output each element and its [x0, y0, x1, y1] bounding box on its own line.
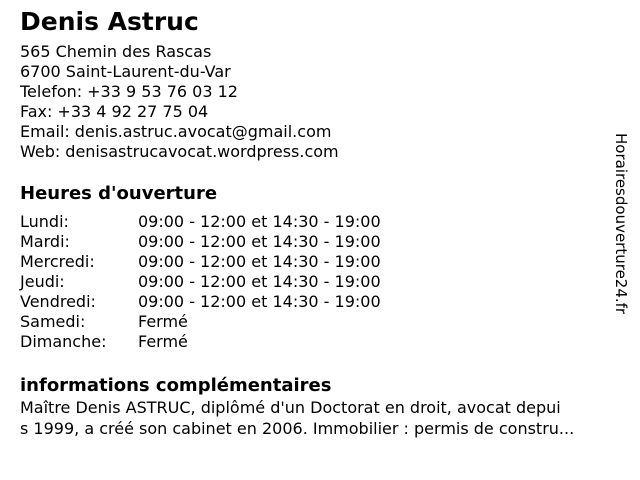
fax-value: +33 4 92 27 75 04	[57, 102, 209, 121]
opening-hours-row	[20, 332, 381, 352]
web-line	[20, 142, 339, 162]
day-hours: 09:00 - 12:00 et 14:30 - 19:00	[138, 292, 381, 311]
email-value: denis.astruc.avocat@gmail.com	[74, 122, 332, 141]
fax-label: Fax:	[20, 102, 53, 121]
contact-block	[20, 42, 339, 162]
day-label: Vendredi:	[20, 292, 96, 311]
additional-info-heading: informations complémentaires	[20, 375, 332, 396]
address-line-2: 6700 Saint-Laurent-du-Var	[20, 62, 231, 81]
opening-hours-row	[20, 212, 381, 232]
watermark-vertical-text: Horairesdouverture24.fr	[612, 133, 630, 315]
day-hours: Fermé	[138, 312, 188, 331]
opening-hours-row	[20, 292, 381, 312]
additional-info-line-2: s 1999, a créé son cabinet en 2006. Immobilier : permis de constru...	[20, 419, 575, 438]
day-hours: 09:00 - 12:00 et 14:30 - 19:00	[138, 232, 381, 251]
day-label: Mercredi:	[20, 252, 95, 271]
day-hours: 09:00 - 12:00 et 14:30 - 19:00	[138, 212, 381, 231]
opening-hours-table	[20, 212, 381, 352]
day-hours: Fermé	[138, 332, 188, 351]
web-value: denisastrucavocat.wordpress.com	[65, 142, 339, 161]
day-label: Dimanche:	[20, 332, 107, 351]
opening-hours-row	[20, 232, 381, 252]
day-label: Mardi:	[20, 232, 70, 251]
day-label: Samedi:	[20, 312, 86, 331]
additional-info-text	[20, 397, 574, 439]
opening-hours-row	[20, 252, 381, 272]
email-line	[20, 122, 339, 142]
address-line-1: 565 Chemin des Rascas	[20, 42, 212, 61]
page-title: Denis Astruc	[20, 7, 199, 36]
email-label: Email:	[20, 122, 70, 141]
day-label: Lundi:	[20, 212, 69, 231]
opening-hours-row	[20, 272, 381, 292]
fax-line	[20, 102, 339, 122]
opening-hours-row	[20, 312, 381, 332]
day-hours: 09:00 - 12:00 et 14:30 - 19:00	[138, 252, 381, 271]
phone-value: +33 9 53 76 03 12	[87, 82, 238, 101]
additional-info-line-1: Maître Denis ASTRUC, diplômé d'un Doctorat en droit, avocat depui	[20, 398, 561, 417]
day-label: Jeudi:	[20, 272, 65, 291]
phone-line	[20, 82, 339, 102]
day-hours: 09:00 - 12:00 et 14:30 - 19:00	[138, 272, 381, 291]
web-label: Web:	[20, 142, 61, 161]
opening-hours-heading: Heures d'ouverture	[20, 183, 218, 204]
phone-label: Telefon:	[20, 82, 83, 101]
